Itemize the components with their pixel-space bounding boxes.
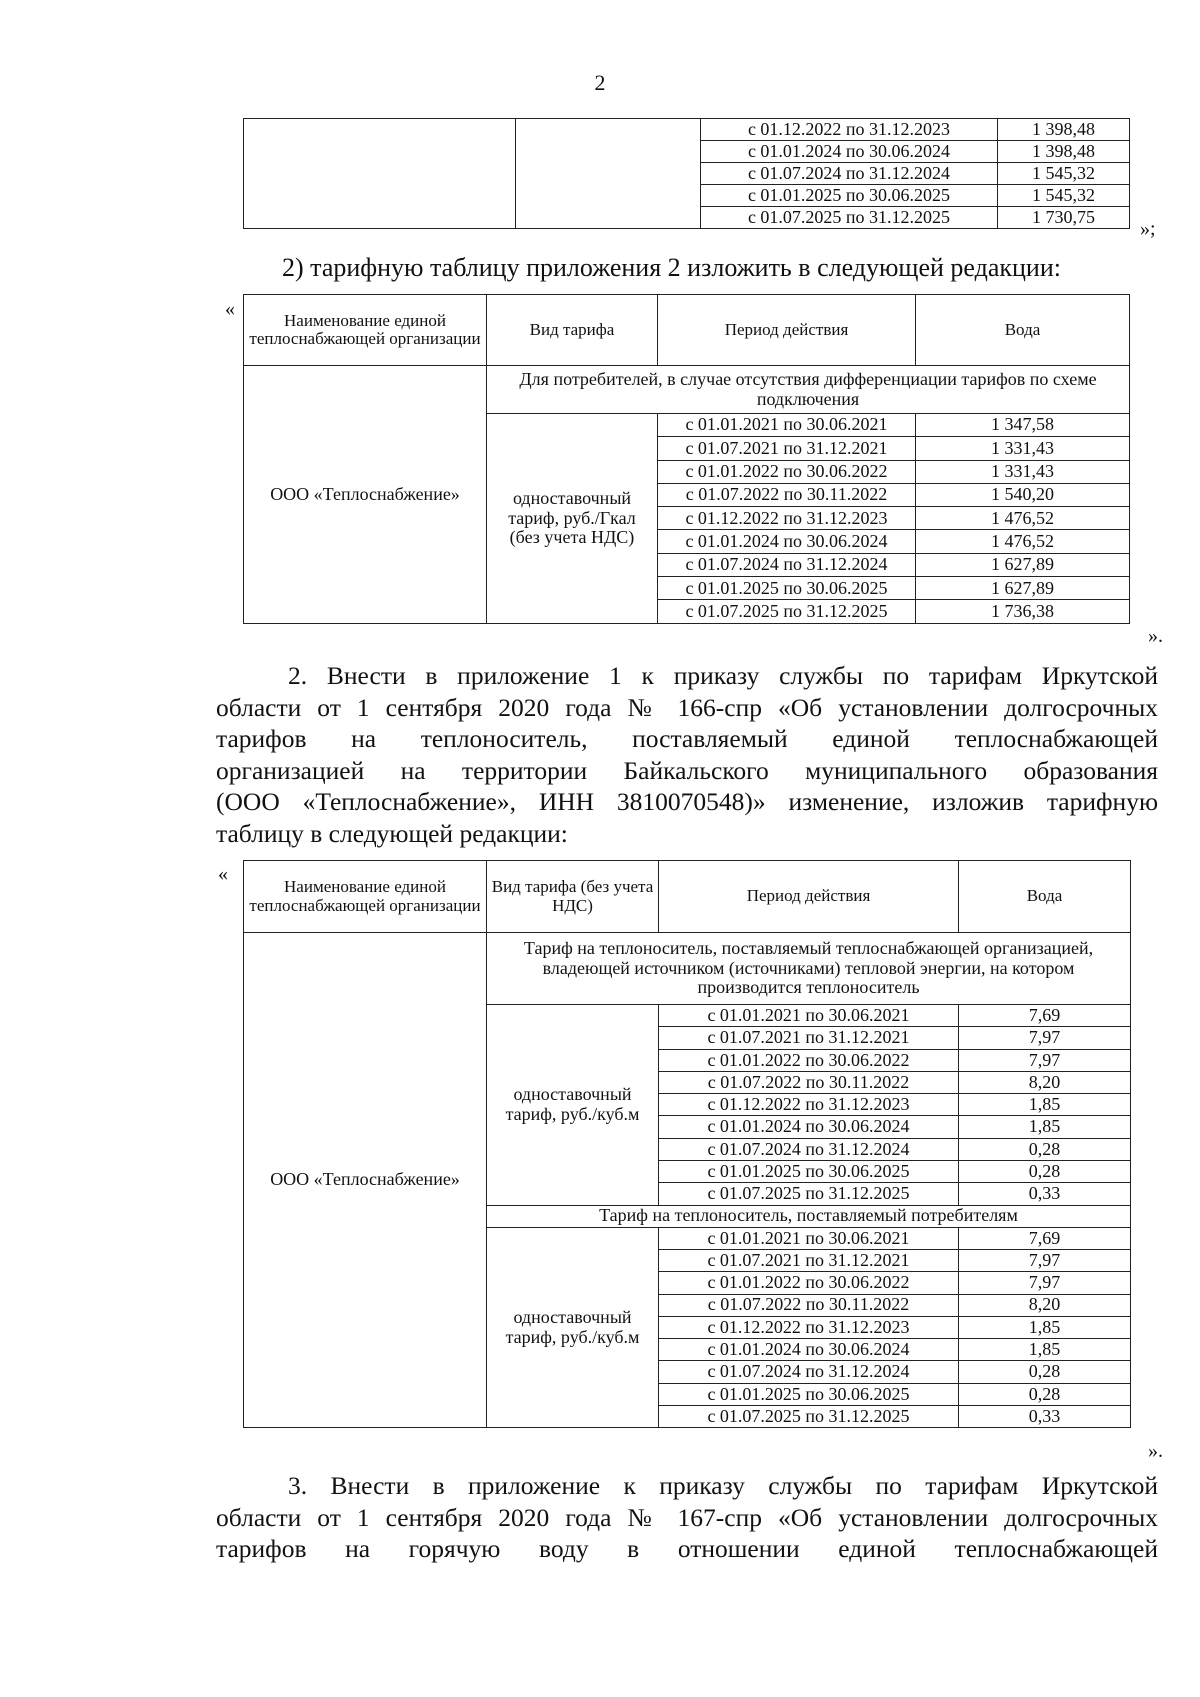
org-cell: ООО «Теплоснабжение» bbox=[244, 933, 487, 1428]
period-cell: с 01.12.2022 по 31.12.2023 bbox=[701, 119, 998, 141]
period-cell: с 01.01.2021 по 30.06.2021 bbox=[659, 1227, 959, 1249]
paragraph-3 bbox=[216, 1470, 1158, 1565]
period-cell: с 01.07.2025 по 31.12.2025 bbox=[659, 1183, 959, 1205]
period-cell: с 01.01.2024 по 30.06.2024 bbox=[659, 1116, 959, 1138]
paragraph-2-line: 2. Внести в приложение 1 к приказу службы по тарифам Иркутской bbox=[288, 661, 1158, 690]
value-cell: 0,33 bbox=[959, 1183, 1131, 1205]
value-cell: 1 398,48 bbox=[998, 141, 1130, 163]
table1-closing-quote: »; bbox=[1140, 218, 1156, 240]
period-cell: с 01.01.2025 по 30.06.2025 bbox=[658, 577, 916, 600]
value-cell: 7,97 bbox=[959, 1027, 1131, 1049]
value-cell: 1,85 bbox=[959, 1116, 1131, 1138]
header-water: Вода bbox=[959, 861, 1131, 933]
paragraph-2-line: тарифов на теплоноситель, поставляемый единой теплоснабжающей bbox=[216, 724, 1158, 753]
heat-carrier-tariff-table bbox=[243, 860, 1131, 1428]
period-cell: с 01.01.2024 по 30.06.2024 bbox=[701, 141, 998, 163]
period-cell: с 01.12.2022 по 31.12.2023 bbox=[658, 507, 916, 530]
paragraph-2-line: таблицу в следующей редакции: bbox=[216, 818, 568, 848]
hot-water-tariff-table bbox=[243, 294, 1130, 624]
value-cell: 1,85 bbox=[959, 1094, 1131, 1116]
value-cell: 1 331,43 bbox=[916, 460, 1130, 483]
value-cell: 0,28 bbox=[959, 1361, 1131, 1383]
period-cell: с 01.07.2022 по 30.11.2022 bbox=[658, 483, 916, 506]
period-cell: с 01.07.2025 по 31.12.2025 bbox=[659, 1406, 959, 1428]
value-cell: 1,85 bbox=[959, 1339, 1131, 1361]
value-cell: 0,28 bbox=[959, 1138, 1131, 1160]
period-cell: с 01.01.2024 по 30.06.2024 bbox=[658, 530, 916, 553]
period-cell: с 01.07.2025 по 31.12.2025 bbox=[658, 600, 916, 623]
table2-closing-quote: ». bbox=[1148, 625, 1163, 647]
value-cell: 7,97 bbox=[959, 1272, 1131, 1294]
page-number: 2 bbox=[594, 70, 606, 95]
value-cell: 1 476,52 bbox=[916, 530, 1130, 553]
header-org: Наименование единой теплоснабжающей организации bbox=[244, 861, 487, 933]
value-cell: 1,85 bbox=[959, 1316, 1131, 1338]
paragraph-3-line: области от 1 сентября 2020 года № 167-спр «Об установлении долгосрочных bbox=[216, 1502, 1158, 1532]
section2-intro: 2) тарифную таблицу приложения 2 изложить в следующей редакции: bbox=[282, 253, 1061, 282]
header-tariff-type: Вид тарифа (без учета НДС) bbox=[487, 861, 659, 933]
period-cell: с 01.01.2025 по 30.06.2025 bbox=[659, 1161, 959, 1183]
value-cell: 1 545,32 bbox=[998, 163, 1130, 185]
value-cell: 1 730,75 bbox=[998, 207, 1130, 229]
paragraph-2 bbox=[216, 660, 1158, 849]
value-cell: 1 545,32 bbox=[998, 185, 1130, 207]
value-cell: 8,20 bbox=[959, 1071, 1131, 1093]
value-cell: 1 627,89 bbox=[916, 553, 1130, 576]
header-period: Период действия bbox=[658, 295, 916, 366]
period-cell: с 01.07.2024 по 31.12.2024 bbox=[701, 163, 998, 185]
period-cell: с 01.01.2022 по 30.06.2022 bbox=[659, 1049, 959, 1071]
period-cell: с 01.01.2025 по 30.06.2025 bbox=[659, 1383, 959, 1405]
period-cell: с 01.12.2022 по 31.12.2023 bbox=[659, 1316, 959, 1338]
period-cell: с 01.01.2024 по 30.06.2024 bbox=[659, 1339, 959, 1361]
value-cell: 1 540,20 bbox=[916, 483, 1130, 506]
value-cell: 7,69 bbox=[959, 1005, 1131, 1027]
value-cell: 1 347,58 bbox=[916, 414, 1130, 437]
period-cell: с 01.07.2021 по 31.12.2021 bbox=[658, 437, 916, 460]
value-cell: 7,97 bbox=[959, 1049, 1131, 1071]
period-cell: с 01.01.2021 по 30.06.2021 bbox=[658, 414, 916, 437]
tariff-type-cell: одноставочный тариф, руб./Гкал (без учета НДС) bbox=[487, 414, 658, 624]
table2-open-quote: « bbox=[225, 298, 235, 320]
group1-label: Тариф на теплоноситель, поставляемый теплоснабжающей организацией, владеющей источником (источниками) тепловой энергии, на котором производится теплоноситель bbox=[487, 933, 1131, 1005]
org-cell: ООО «Теплоснабжение» bbox=[244, 366, 487, 624]
value-cell: 1 398,48 bbox=[998, 119, 1130, 141]
value-cell: 0,28 bbox=[959, 1161, 1131, 1183]
period-cell: с 01.07.2024 по 31.12.2024 bbox=[658, 553, 916, 576]
value-cell: 7,97 bbox=[959, 1249, 1131, 1271]
value-cell: 1 736,38 bbox=[916, 600, 1130, 623]
value-cell: 7,69 bbox=[959, 1227, 1131, 1249]
value-cell: 1 627,89 bbox=[916, 577, 1130, 600]
value-cell: 0,28 bbox=[959, 1383, 1131, 1405]
period-cell: с 01.01.2021 по 30.06.2021 bbox=[659, 1005, 959, 1027]
tariff-type-cell: одноставочный тариф, руб./куб.м bbox=[487, 1005, 659, 1206]
table3-closing-quote: ». bbox=[1148, 1440, 1163, 1462]
value-cell: 1 476,52 bbox=[916, 507, 1130, 530]
value-cell: 8,20 bbox=[959, 1294, 1131, 1316]
group-label: Для потребителей, в случае отсутствия дифференциации тарифов по схеме подключения bbox=[487, 366, 1130, 414]
header-period: Период действия bbox=[659, 861, 959, 933]
tariff-cell-empty bbox=[516, 119, 701, 229]
group2-label: Тариф на теплоноситель, поставляемый потребителям bbox=[487, 1205, 1131, 1227]
value-cell: 1 331,43 bbox=[916, 437, 1130, 460]
period-cell: с 01.07.2024 по 31.12.2024 bbox=[659, 1361, 959, 1383]
period-cell: с 01.07.2021 по 31.12.2021 bbox=[659, 1249, 959, 1271]
paragraph-2-line: области от 1 сентября 2020 года № 166-спр «Об установлении долгосрочных bbox=[216, 692, 1158, 722]
period-cell: с 01.07.2022 по 30.11.2022 bbox=[659, 1071, 959, 1093]
paragraph-2-line: организацией на территории Байкальского муниципального образования bbox=[216, 755, 1158, 785]
period-cell: с 01.07.2024 по 31.12.2024 bbox=[659, 1138, 959, 1160]
period-cell: с 01.07.2021 по 31.12.2021 bbox=[659, 1027, 959, 1049]
paragraph-3-line: 3. Внести в приложение к приказу службы по тарифам Иркутской bbox=[288, 1471, 1158, 1500]
org-cell-empty bbox=[244, 119, 516, 229]
period-cell: с 01.01.2025 по 30.06.2025 bbox=[701, 185, 998, 207]
period-cell: с 01.07.2025 по 31.12.2025 bbox=[701, 207, 998, 229]
header-water: Вода bbox=[916, 295, 1130, 366]
period-cell: с 01.01.2022 по 30.06.2022 bbox=[659, 1272, 959, 1294]
period-cell: с 01.07.2022 по 30.11.2022 bbox=[659, 1294, 959, 1316]
paragraph-2-line: (ООО «Теплоснабжение», ИНН 3810070548)» изменение, изложив тарифную bbox=[216, 787, 1158, 816]
value-cell: 0,33 bbox=[959, 1406, 1131, 1428]
period-cell: с 01.01.2022 по 30.06.2022 bbox=[658, 460, 916, 483]
continuation-tariff-table bbox=[243, 118, 1130, 229]
paragraph-3-line: тарифов на горячую воду в отношении единой теплоснабжающей bbox=[216, 1534, 1158, 1563]
period-cell: с 01.12.2022 по 31.12.2023 bbox=[659, 1094, 959, 1116]
header-org: Наименование единой теплоснабжающей организации bbox=[244, 295, 487, 366]
table-row bbox=[244, 119, 1130, 141]
tariff-type-cell: одноставочный тариф, руб./куб.м bbox=[487, 1227, 659, 1428]
table3-open-quote: « bbox=[218, 863, 228, 885]
header-tariff-type: Вид тарифа bbox=[487, 295, 658, 366]
